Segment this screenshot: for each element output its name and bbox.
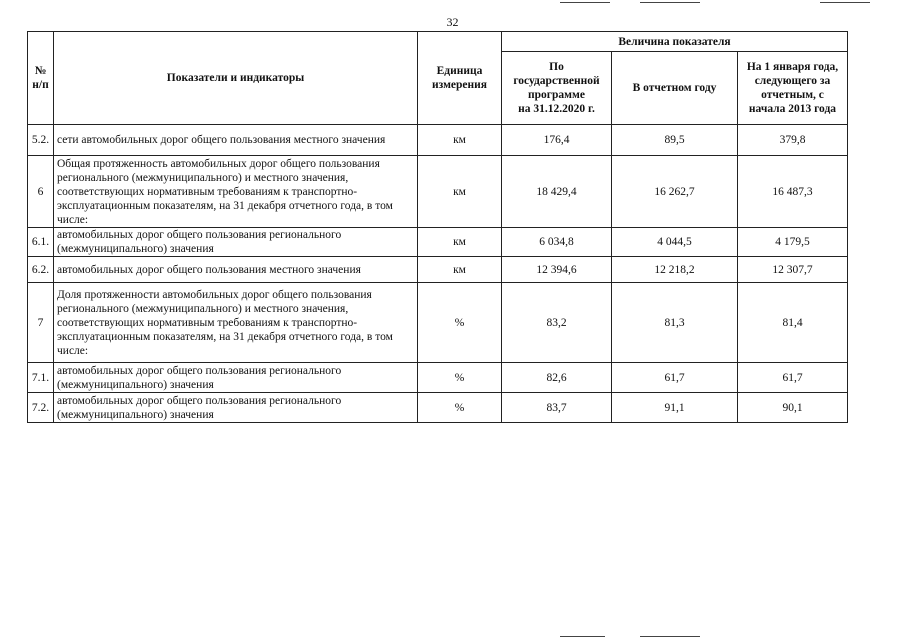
row-indicator-name: автомобильных дорог общего пользования регионального (межмуниципального) значения: [54, 393, 418, 423]
row-number: 7.2.: [28, 393, 54, 423]
row-cumulative-value: 12 307,7: [738, 257, 848, 283]
row-cumulative-value: 16 487,3: [738, 156, 848, 228]
row-plan-value: 83,2: [502, 283, 612, 363]
table-row: [28, 257, 848, 283]
header-value-group: Величина показателя: [502, 32, 848, 52]
row-plan-value: 6 034,8: [502, 228, 612, 257]
row-report-value: 81,3: [612, 283, 738, 363]
table-row: [28, 363, 848, 393]
row-unit: %: [418, 363, 502, 393]
scan-mark-top-far: [820, 2, 870, 3]
table-row: [28, 393, 848, 423]
row-number: 6: [28, 156, 54, 228]
header-report: В отчетном году: [612, 52, 738, 125]
scan-mark-top-right: [640, 2, 700, 3]
indicators-table: [27, 31, 848, 423]
row-number: 6.1.: [28, 228, 54, 257]
header-unit: Единица измерения: [418, 32, 502, 125]
row-unit: км: [418, 156, 502, 228]
row-plan-value: 83,7: [502, 393, 612, 423]
row-cumulative-value: 81,4: [738, 283, 848, 363]
row-report-value: 89,5: [612, 125, 738, 156]
row-report-value: 16 262,7: [612, 156, 738, 228]
row-unit: %: [418, 393, 502, 423]
table-row: [28, 228, 848, 257]
row-plan-value: 12 394,6: [502, 257, 612, 283]
row-report-value: 12 218,2: [612, 257, 738, 283]
row-number: 6.2.: [28, 257, 54, 283]
header-cumulative: На 1 января года, следующего за отчетным, с начала 2013 года: [738, 52, 848, 125]
row-indicator-name: автомобильных дорог общего пользования местного значения: [54, 257, 418, 283]
row-cumulative-value: 90,1: [738, 393, 848, 423]
header-num: № н/п: [28, 32, 54, 125]
row-number: 5.2.: [28, 125, 54, 156]
table-row: [28, 156, 848, 228]
row-indicator-name: сети автомобильных дорог общего пользования местного значения: [54, 125, 418, 156]
row-plan-value: 176,4: [502, 125, 612, 156]
row-number: 7.1.: [28, 363, 54, 393]
page-number: 32: [446, 15, 459, 29]
row-unit: км: [418, 257, 502, 283]
row-unit: %: [418, 283, 502, 363]
table-row: [28, 283, 848, 363]
row-unit: км: [418, 228, 502, 257]
scan-mark-top-left: [560, 2, 610, 3]
row-number: 7: [28, 283, 54, 363]
scan-mark-bottom-left: [560, 636, 605, 637]
table-row: [28, 125, 848, 156]
row-report-value: 61,7: [612, 363, 738, 393]
table-body: [28, 125, 848, 423]
row-indicator-name: Общая протяженность автомобильных дорог общего пользования регионального (межмуниципального) и местного значения, соответствующих нормативным требованиям к транспортно-эксплуатационным показателям, на 31 декабря отчетного года, в том числе:: [54, 156, 418, 228]
row-cumulative-value: 4 179,5: [738, 228, 848, 257]
row-indicator-name: автомобильных дорог общего пользования регионального (межмуниципального) значения: [54, 228, 418, 257]
row-report-value: 4 044,5: [612, 228, 738, 257]
row-indicator-name: Доля протяженности автомобильных дорог общего пользования регионального (межмуниципального) и местного значения, соответствующих нормативным требованиям к транспортно-эксплуатационным показателям, на 31 декабря отчетного года, в том числе:: [54, 283, 418, 363]
row-unit: км: [418, 125, 502, 156]
row-cumulative-value: 61,7: [738, 363, 848, 393]
header-plan: По государственной программе на 31.12.2020 г.: [502, 52, 612, 125]
row-plan-value: 18 429,4: [502, 156, 612, 228]
row-plan-value: 82,6: [502, 363, 612, 393]
header-name: Показатели и индикаторы: [54, 32, 418, 125]
scan-mark-bottom-right: [640, 636, 700, 637]
row-indicator-name: автомобильных дорог общего пользования регионального (межмуниципального) значения: [54, 363, 418, 393]
row-cumulative-value: 379,8: [738, 125, 848, 156]
row-report-value: 91,1: [612, 393, 738, 423]
